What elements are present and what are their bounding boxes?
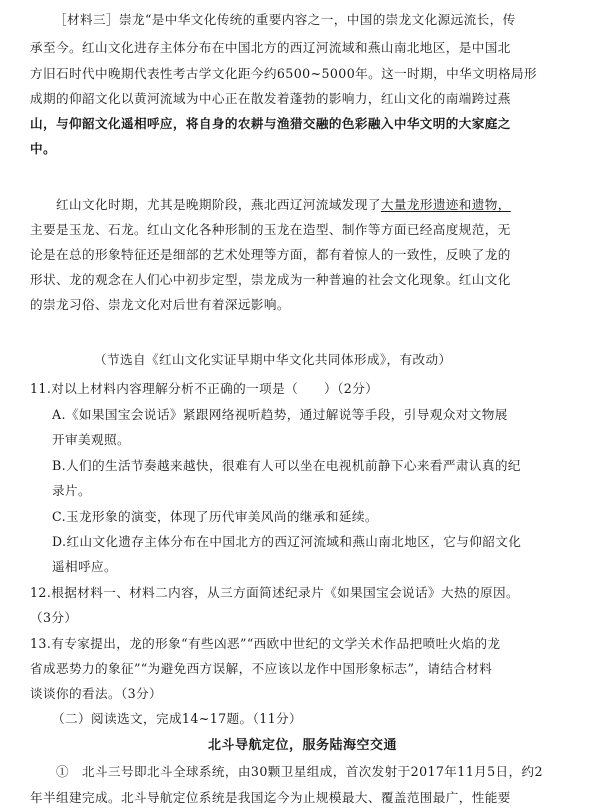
text-line: 方旧石时代中晚期代表性考古学文化距今约6500~5000年。这一时期，中华文明格局形 (30, 66, 538, 81)
option-a: 开审美观照。 (52, 432, 130, 447)
question-13: 谈谈你的看法。（3分） (30, 686, 163, 701)
option-c: C.玉龙形象的演变，体现了历代审美风尚的继承和延续。 (52, 509, 378, 524)
text-line: 论是在总的形象特征还是细部的艺术处理等方面，都有着惊人的一致性，反映了龙的 (30, 247, 511, 262)
text-line: 成期的仰韶文化以黄河流域为中心正在散发着蓬勃的影响力，红山文化的南端跨过燕 (30, 91, 511, 106)
section-heading: （二）阅读选文，完成14~17题。（11分） (52, 711, 303, 726)
text-line: 的崇龙习俗、崇龙文化对后世有着深远影响。 (30, 297, 290, 312)
option-d: D.红山文化遗存主体分布在中国北方的西辽河流域和燕山南北地区，它与仰韶文化 (52, 534, 522, 549)
text-line: 主要是玉龙、石龙。红山文化各种形制的玉龙在造型、制作等方面已经高度规范，无 (30, 222, 511, 237)
source-note: （节选自《红山文化实证早期中华文化共同体形成》，有改动） (94, 352, 452, 367)
option-d: 遥相呼应。 (52, 559, 117, 574)
passage-title: 北斗导航定位，服务陆海空交通 (207, 738, 397, 753)
text-line: 形状、龙的观念在人们心中初步定型，崇龙成为一种普遍的社会文化现象。红山文化 (30, 272, 511, 287)
text-line: 红山文化时期，尤其是晚期阶段，燕北西辽河流域发现了大量龙形遗迹和遗物， (56, 197, 511, 212)
text-line: 中。 (30, 141, 56, 156)
question-12: （3分） (30, 610, 78, 625)
question-13: 13.有专家提出，龙的形象“有些凶恶”“西欧中世纪的文学关术作品把喷吐火焰的龙 (30, 636, 501, 651)
text-line: 山，与仰韶文化遥相呼应，将自身的农耕与渔猎交融的色彩融入中华文明的大家庭之 (30, 116, 511, 131)
question-13: 省成恶势力的象征”“为避免西方误解，不应该以龙作中国形象标志”，请结合材料 (30, 661, 493, 676)
text-line: 年半组建完成。北斗导航定位系统是我国迄今为止规模最大、覆盖范围最广，性能要 (30, 790, 511, 805)
option-a: A.《如果国宝会说话》紧跟网络视听趋势，通过解说等手段，引导观众对文物展 (52, 407, 508, 422)
question-11: 11.对以上材料内容理解分析不正确的一项是（ ）（2分） (30, 381, 379, 396)
option-b: B.人们的生活节奏越来越快，很难有人可以坐在电视机前静下心来看严肃认真的纪 (52, 458, 521, 473)
text-line: 承至今。红山文化进存主体分布在中国北方的西辽河流域和燕山南北地区，是中国北 (30, 40, 511, 55)
option-b: 录片。 (52, 483, 91, 498)
text-line: ［材料三］崇龙“是中华文化传统的重要内容之一，中国的崇龙文化源远流长，传 (54, 12, 516, 27)
text-line: ① 北斗三号即北斗全球系统，由30颗卫星组成，首次发射于2017年11月5日，约2 (56, 764, 543, 779)
question-12: 12.根据材料一、材料二内容，从三方面简述纪录片《如果国宝会说话》大热的原因。 (30, 585, 520, 600)
